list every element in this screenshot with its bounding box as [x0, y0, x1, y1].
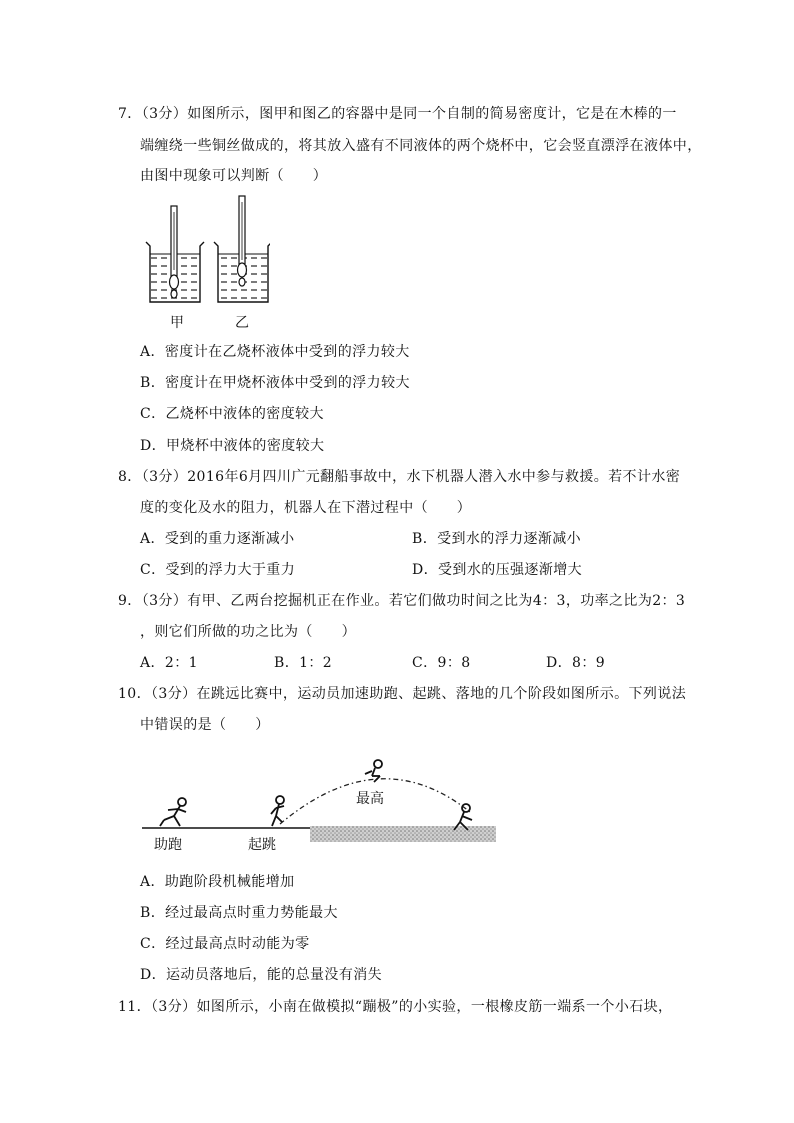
- q7-stem-line3: 由图中现象可以判断（ ）: [140, 168, 328, 184]
- q8-stem-line1: 8．（3分）2016年6月四川广元翻船事故中，水下机器人潜入水中参与救援。若不计水密: [118, 469, 681, 485]
- q10-option-b: B．经过最高点时重力势能最大: [140, 905, 338, 921]
- beaker-yi-icon: [214, 196, 270, 302]
- q7-stem-line2: 端缠绕一些铜丝做成的，将其放入盛有不同液体的两个烧杯中，它会竖直漂浮在液体中，: [140, 138, 702, 154]
- q7-fig-label-yi: 乙: [235, 315, 249, 331]
- q9-option-d: D．8：9: [546, 655, 606, 671]
- q7-option-b: B．密度计在甲烧杯液体中受到的浮力较大: [140, 375, 410, 391]
- q7-option-c: C．乙烧杯中液体的密度较大: [140, 406, 324, 422]
- q8-option-a: A．受到的重力逐渐减小: [140, 531, 295, 547]
- q7-density-meter-figure: [140, 190, 270, 310]
- q7-fig-label-jia: 甲: [170, 315, 184, 331]
- q10-stem-line1: 10．（3分）在跳远比赛中，运动员加速助跑、起跳、落地的几个阶段如图所示。下列说法: [118, 686, 687, 702]
- q9-stem-line2: ，则它们所做的功之比为（ ）: [140, 624, 356, 640]
- q11-stem-line1: 11．（3分）如图所示，小南在做模拟“蹦极”的小实验，一根橡皮筋一端系一个小石块，: [118, 999, 673, 1015]
- peak-jumper-icon: [365, 760, 382, 782]
- takeoff-jumper-icon: [271, 796, 284, 826]
- q9-option-b: B．1：2: [274, 655, 333, 671]
- q7-stem-line1: 7．（3分）如图所示，图甲和图乙的容器中是同一个自制的简易密度计，它是在木棒的一: [118, 106, 677, 122]
- q9-option-c: C．9：8: [412, 655, 471, 671]
- sand-pit: [310, 826, 496, 842]
- q10-fig-label-top: 最高: [356, 791, 384, 807]
- q9-option-a: A．2：1: [140, 655, 198, 671]
- q10-option-a: A．助跑阶段机械能增加: [140, 874, 295, 890]
- q8-option-b: B．受到水的浮力逐渐减小: [412, 531, 582, 547]
- q10-option-d: D．运动员落地后，能的总量没有消失: [140, 967, 383, 983]
- q7-option-d: D．甲烧杯中液体的密度较大: [140, 438, 325, 454]
- q9-stem-line1: 9．（3分）有甲、乙两台挖掘机正在作业。若它们做功时间之比为4：3，功率之比为2：3: [118, 593, 686, 609]
- beaker-jia-icon: [146, 206, 204, 302]
- runner-icon: [160, 798, 186, 826]
- q10-fig-label-jump: 起跳: [248, 837, 276, 853]
- q10-long-jump-figure: [140, 750, 500, 850]
- q8-option-c: C．受到的浮力大于重力: [140, 562, 296, 578]
- q8-stem-line2: 度的变化及水的阻力，机器人在下潜过程中（ ）: [140, 500, 472, 516]
- q7-option-a: A．密度计在乙烧杯液体中受到的浮力较大: [140, 344, 410, 360]
- q10-option-c: C．经过最高点时动能为零: [140, 936, 310, 952]
- q10-fig-label-run: 助跑: [154, 837, 182, 853]
- q10-stem-line2: 中错误的是（ ）: [140, 717, 270, 733]
- q8-option-d: D．受到水的压强逐渐增大: [412, 562, 583, 578]
